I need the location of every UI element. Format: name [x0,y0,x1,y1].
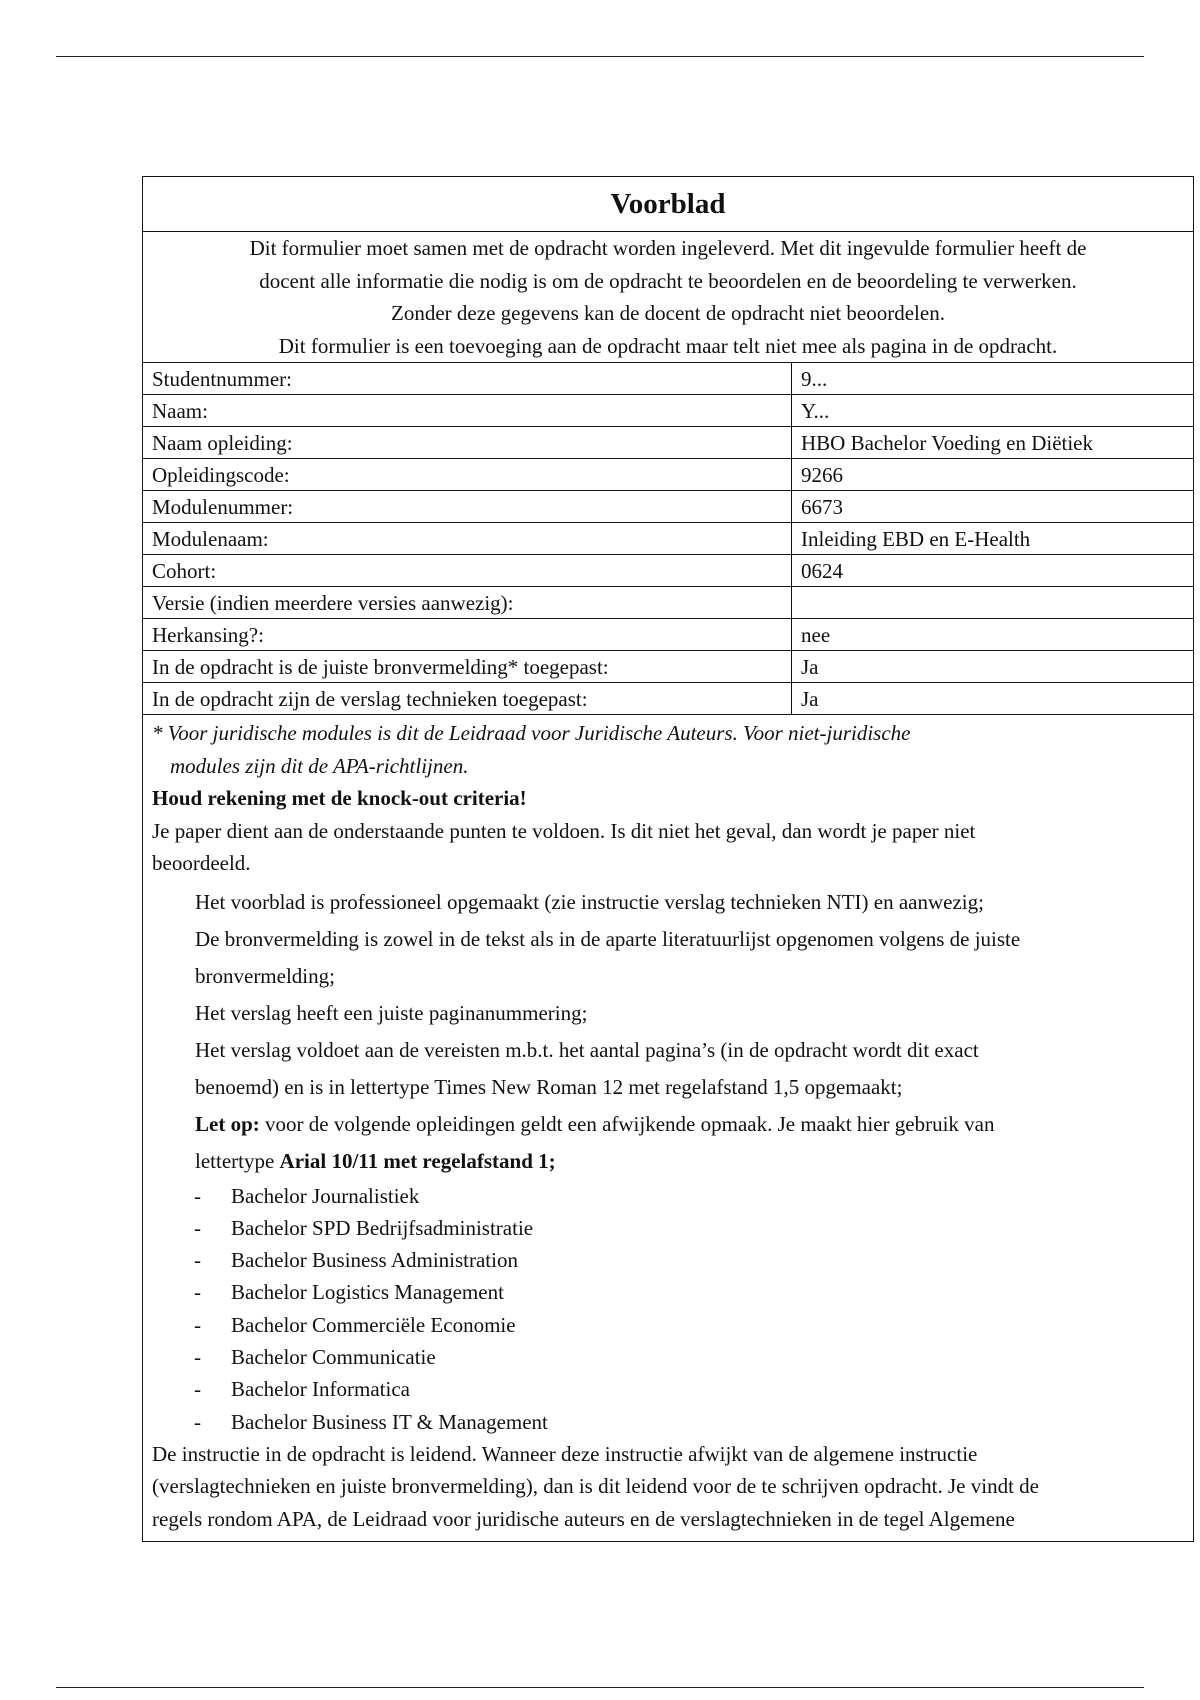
program-name: Bachelor Business IT & Management [231,1409,548,1434]
intro-line: Dit formulier moet samen met de opdracht worden ingeleverd. Met dit ingevulde formulier heeft de [249,236,1087,260]
program-name: Bachelor Journalistiek [231,1183,420,1208]
criterion-text: benoemd) en is in lettertype Times New Roman 12 met regelafstand 1,5 opgemaakt; [195,1074,903,1099]
program-name: Bachelor Communicatie [231,1344,436,1369]
letop-line [195,1106,1185,1143]
field-label: Naam opleiding: [143,427,792,459]
program-name: Bachelor Informatica [231,1377,410,1402]
list-item [194,1309,1185,1341]
knockout-title: Houd rekening met de knock-out criteria! [152,786,527,810]
field-row-modulenummer [143,491,1193,523]
field-label: Studentnummer: [143,363,792,395]
bullet-dash: - [194,1280,201,1305]
field-value[interactable]: Inleiding EBD en E-Health [792,523,1194,555]
closing-paragraph [152,1438,1185,1536]
intro-line: Dit formulier is een toevoeging aan de opdracht maar telt niet mee als pagina in de opdracht. [278,333,1058,358]
field-row-studentnummer [143,363,1193,395]
bullet-dash: - [194,1344,201,1369]
knockout-section [143,715,1193,1541]
closing-line: De instructie in de opdracht is leidend. Wanneer deze instructie afwijkt van de algemene instructie [152,1441,978,1466]
knockout-intro-line: beoordeeld. [152,851,251,875]
field-value[interactable]: HBO Bachelor Voeding en Diëtiek [792,427,1194,459]
closing-line: regels rondom APA, de Leidraad voor juridische auteurs en de verslagtechnieken in de tegel Algemene [152,1506,1015,1531]
closing-line: (verslagtechnieken en juiste bronvermelding), dan is dit leidend voor de te schrijven opdracht. Je vindt de [152,1474,1039,1499]
intro-text [143,232,1193,363]
field-row-verslagtechnieken [143,683,1193,715]
bullet-dash: - [194,1312,201,1337]
field-label: Modulenaam: [143,523,792,555]
criterion-item [152,1032,1185,1106]
list-item [194,1212,1185,1244]
field-value[interactable] [792,587,1194,619]
list-item [194,1244,1185,1276]
list-item [194,1276,1185,1308]
header-rule [56,56,1144,57]
field-value[interactable]: Y... [792,395,1194,427]
list-item [194,1373,1185,1405]
field-label: Versie (indien meerdere versies aanwezig): [143,587,792,619]
letop-text: lettertype [195,1148,280,1173]
bullet-dash: - [194,1183,201,1208]
criterion-text: bronvermelding; [195,963,335,988]
field-row-versie [143,587,1193,619]
field-label: Naam: [143,395,792,427]
criterion-text: Het voorblad is professioneel opgemaakt (zie instructie verslag technieken NTI) en aanwezig; [195,889,984,914]
intro-line: docent alle informatie die nodig is om de opdracht te beoordelen en de beoordeling te verwerken. [259,268,1077,293]
program-name: Bachelor Business Administration [231,1248,518,1273]
intro-line: Zonder deze gegevens kan de docent de opdracht niet beoordelen. [391,301,945,325]
form-title: Voorblad [143,177,1193,232]
field-label: Modulenummer: [143,491,792,523]
field-row-naam-opleiding [143,427,1193,459]
student-info-table [143,363,1193,715]
footnote-line: modules zijn dit de APA-richtlijnen. [170,753,469,778]
criterion-item [152,921,1185,995]
footnote [152,717,1185,782]
field-label: Opleidingscode: [143,459,792,491]
program-name: Bachelor Commerciële Economie [231,1312,516,1337]
list-item [194,1341,1185,1373]
field-value[interactable]: 9266 [792,459,1194,491]
field-row-modulenaam [143,523,1193,555]
bullet-dash: - [194,1248,201,1273]
program-list [152,1180,1185,1438]
field-label: In de opdracht zijn de verslag technieken toegepast: [143,683,792,715]
field-value[interactable]: Ja [792,651,1194,683]
bullet-dash: - [194,1409,201,1434]
bullet-dash: - [194,1377,201,1402]
knockout-intro-line: Je paper dient aan de onderstaande punten te voldoen. Is dit niet het geval, dan wordt je paper niet [152,818,976,843]
field-value[interactable]: 6673 [792,491,1194,523]
list-item [194,1406,1185,1438]
letop-label: Let op: [195,1111,260,1136]
program-name: Bachelor SPD Bedrijfsadministratie [231,1215,534,1240]
criterion-text: De bronvermelding is zowel in de tekst als in de aparte literatuurlijst opgenomen volgens de juiste [195,926,1021,951]
letop-note [152,1106,1185,1180]
footer-rule [56,1687,1144,1688]
field-value[interactable]: Ja [792,683,1194,715]
criterion-text: Het verslag voldoet aan de vereisten m.b.t. het aantal pagina’s (in de opdracht wordt dit exact [195,1037,979,1062]
field-label: Herkansing?: [143,619,792,651]
field-label: In de opdracht is de juiste bronvermelding* toegepast: [143,651,792,683]
field-row-cohort [143,555,1193,587]
criterion-text: Het verslag heeft een juiste paginanummering; [195,1000,588,1025]
list-item [194,1180,1185,1212]
program-name: Bachelor Logistics Management [231,1280,504,1305]
field-row-herkansing [143,619,1193,651]
field-row-opleidingscode [143,459,1193,491]
criterion-item [152,884,1185,921]
field-value[interactable]: 9... [792,363,1194,395]
letop-font-spec: Arial 10/11 met regelafstand 1; [279,1148,556,1173]
footnote-line: * Voor juridische modules is dit de Leidraad voor Juridische Auteurs. Voor niet-juridische [152,721,911,745]
letop-line [195,1143,1185,1180]
bullet-dash: - [194,1215,201,1240]
criterion-item [152,995,1185,1032]
field-label: Cohort: [143,555,792,587]
field-value[interactable]: 0624 [792,555,1194,587]
field-row-naam [143,395,1193,427]
field-value[interactable]: nee [792,619,1194,651]
cover-sheet [142,176,1194,1542]
letop-text: voor de volgende opleidingen geldt een afwijkende opmaak. Je maakt hier gebruik van [259,1111,995,1136]
field-row-bronvermelding [143,651,1193,683]
